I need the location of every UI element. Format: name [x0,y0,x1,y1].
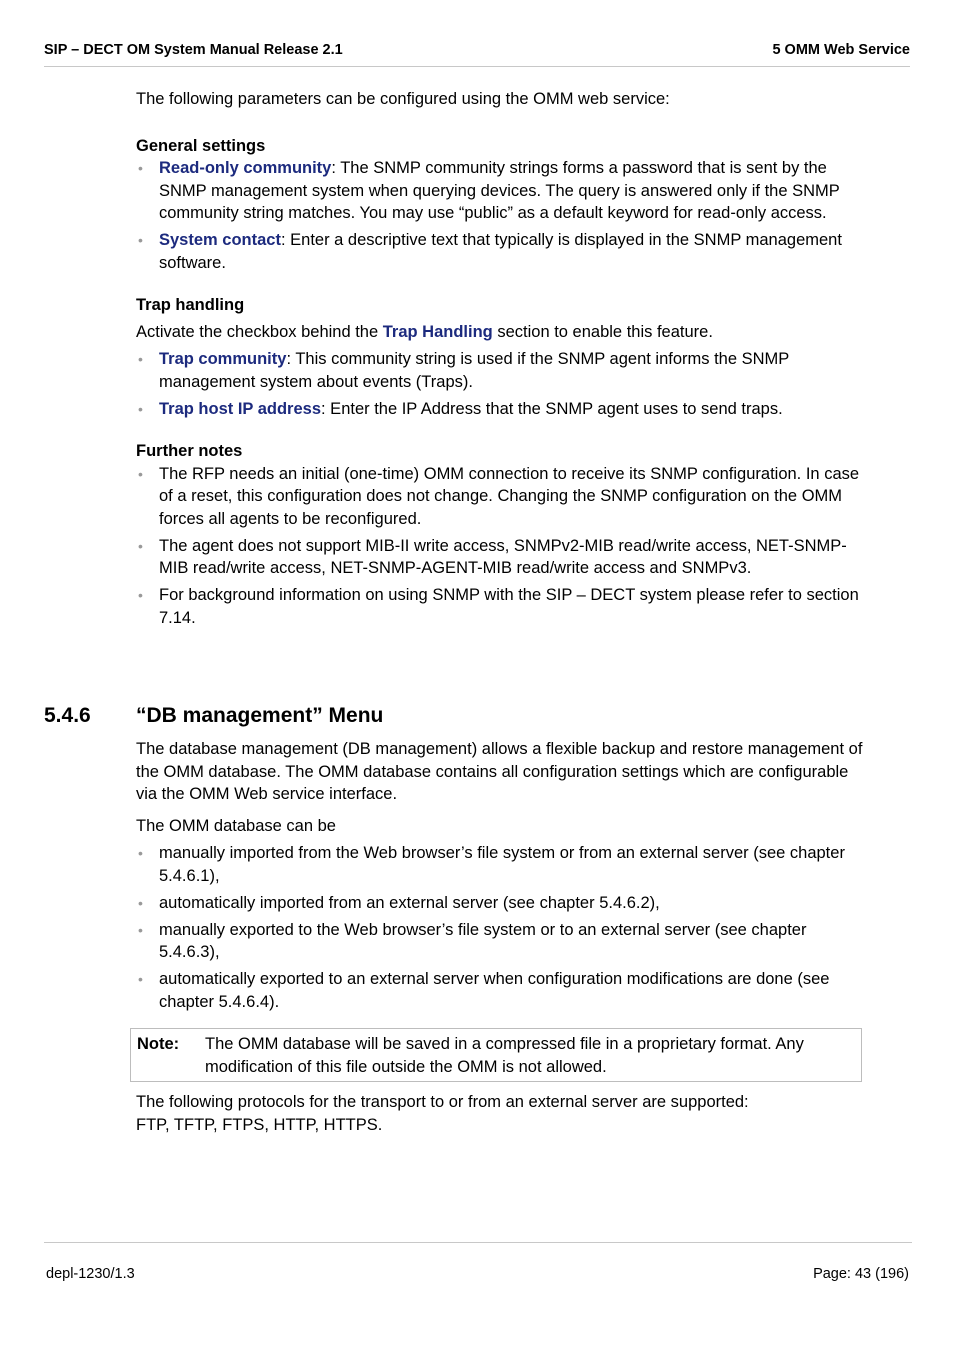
bullet-icon: • [138,971,143,987]
list-item [136,463,866,531]
list-item-text: automatically imported from an external server (see chapter 5.4.6.2), [159,893,660,912]
section-content [136,738,866,1018]
term-description: : Enter a descriptive text that typically is displayed in the SNMP management software. [159,231,842,272]
section-title: “DB management” Menu [136,704,384,727]
trap-handling-term: Trap Handling [382,322,493,341]
note-text: The OMM database will be saved in a compressed file in a proprietary format. Any modification of this file outside the OMM is not allowed. [205,1035,804,1076]
list-item [136,842,866,887]
bullet-icon: • [138,587,143,603]
general-settings-heading: General settings [136,136,266,155]
page-footer [46,1266,909,1282]
term-label: Trap community [159,350,287,368]
list-item-text: The agent does not support MIB-II write access, SNMPv2-MIB read/write access, NET-SNMP-MIB read/write access, NET-SNMP-AGENT-MIB read/write access and SNMPv3. [159,536,847,577]
term-description: : Enter the IP Address that the SNMP agent uses to send traps. [321,399,783,418]
db-import-export-list [136,842,866,1013]
bullet-icon: • [138,160,143,176]
protocols-list-line: FTP, TFTP, FTPS, HTTP, HTTPS. [136,1115,383,1134]
list-item [136,584,866,629]
further-notes-list [136,463,866,630]
trap-handling-heading: Trap handling [136,296,245,314]
header-chapter-title: 5 OMM Web Service [772,42,910,58]
trap-text-after: section to enable this feature. [492,322,713,341]
list-item [136,919,866,964]
bullet-icon: • [138,845,143,861]
note-box [130,1028,862,1082]
bullet-icon: • [138,400,143,417]
list-item-text: manually exported to the Web browser’s file system or to an external server (see chapter 5.4.6.3), [159,920,807,961]
header-divider [44,66,910,67]
page-number: Page: 43 (196) [813,1266,909,1282]
general-settings-list [136,157,866,274]
term-label: Read-only community [159,159,332,177]
document-id: depl-1230/1.3 [46,1266,135,1282]
list-item [136,892,866,915]
list-item [136,229,866,274]
section-lead-paragraph: The OMM database can be [136,816,336,835]
header-document-title: SIP – DECT OM System Manual Release 2.1 [44,42,343,58]
list-item [136,968,866,1013]
note-label: Note: [137,1035,180,1053]
list-item [136,157,866,225]
protocols-paragraph [136,1091,866,1136]
list-item-text: The RFP needs an initial (one-time) OMM connection to receive its SNMP configuration. In case of a reset, this configuration does not change. Changing the SNMP configuration on the OMM forces all agents to be reconfigured. [159,464,860,528]
further-notes-heading: Further notes [136,442,243,460]
intro-paragraph: The following parameters can be configured using the OMM web service: [136,90,670,108]
bullet-icon: • [138,537,143,554]
trap-text-before: Activate the checkbox behind the [136,322,383,341]
list-item-text: For background information on using SNMP with the SIP – DECT system please refer to section 7.14. [159,586,859,627]
main-content [136,88,866,634]
bullet-icon: • [138,465,143,482]
term-description: : This community string is used if the SNMP agent informs the SNMP management system about events (Traps). [159,350,789,391]
list-item [136,535,866,580]
section-intro-paragraph: The database management (DB management) allows a flexible backup and restore management of the OMM database. The OMM database contains all configuration settings which are configurable via the OMM Web service interface. [136,740,863,803]
bullet-icon: • [138,232,143,248]
term-description: : The SNMP community strings forms a password that is sent by the SNMP management system when querying devices. The query is answered only if the SNMP community string matches. You may use “public” as a default keyword for read-only access. [159,159,840,222]
list-item-text: automatically exported to an external server when configuration modifications are done (see chapter 5.4.6.4). [159,970,830,1011]
protocols-line: The following protocols for the transport to or from an external server are supported: [136,1093,749,1111]
term-label: System contact [159,231,281,249]
list-item [136,398,866,421]
section-heading [44,702,383,730]
section-number: 5.4.6 [44,704,91,727]
bullet-icon: • [138,894,143,911]
bullet-icon: • [138,351,143,367]
trap-handling-paragraph [136,321,866,344]
trap-handling-list [136,348,866,420]
page-header [44,42,910,58]
term-label: Trap host IP address [159,399,322,418]
bullet-icon: • [138,921,143,938]
footer-divider [44,1242,912,1243]
list-item-text: manually imported from the Web browser’s file system or from an external server (see chapter 5.4.6.1), [159,844,845,885]
list-item [136,348,866,393]
